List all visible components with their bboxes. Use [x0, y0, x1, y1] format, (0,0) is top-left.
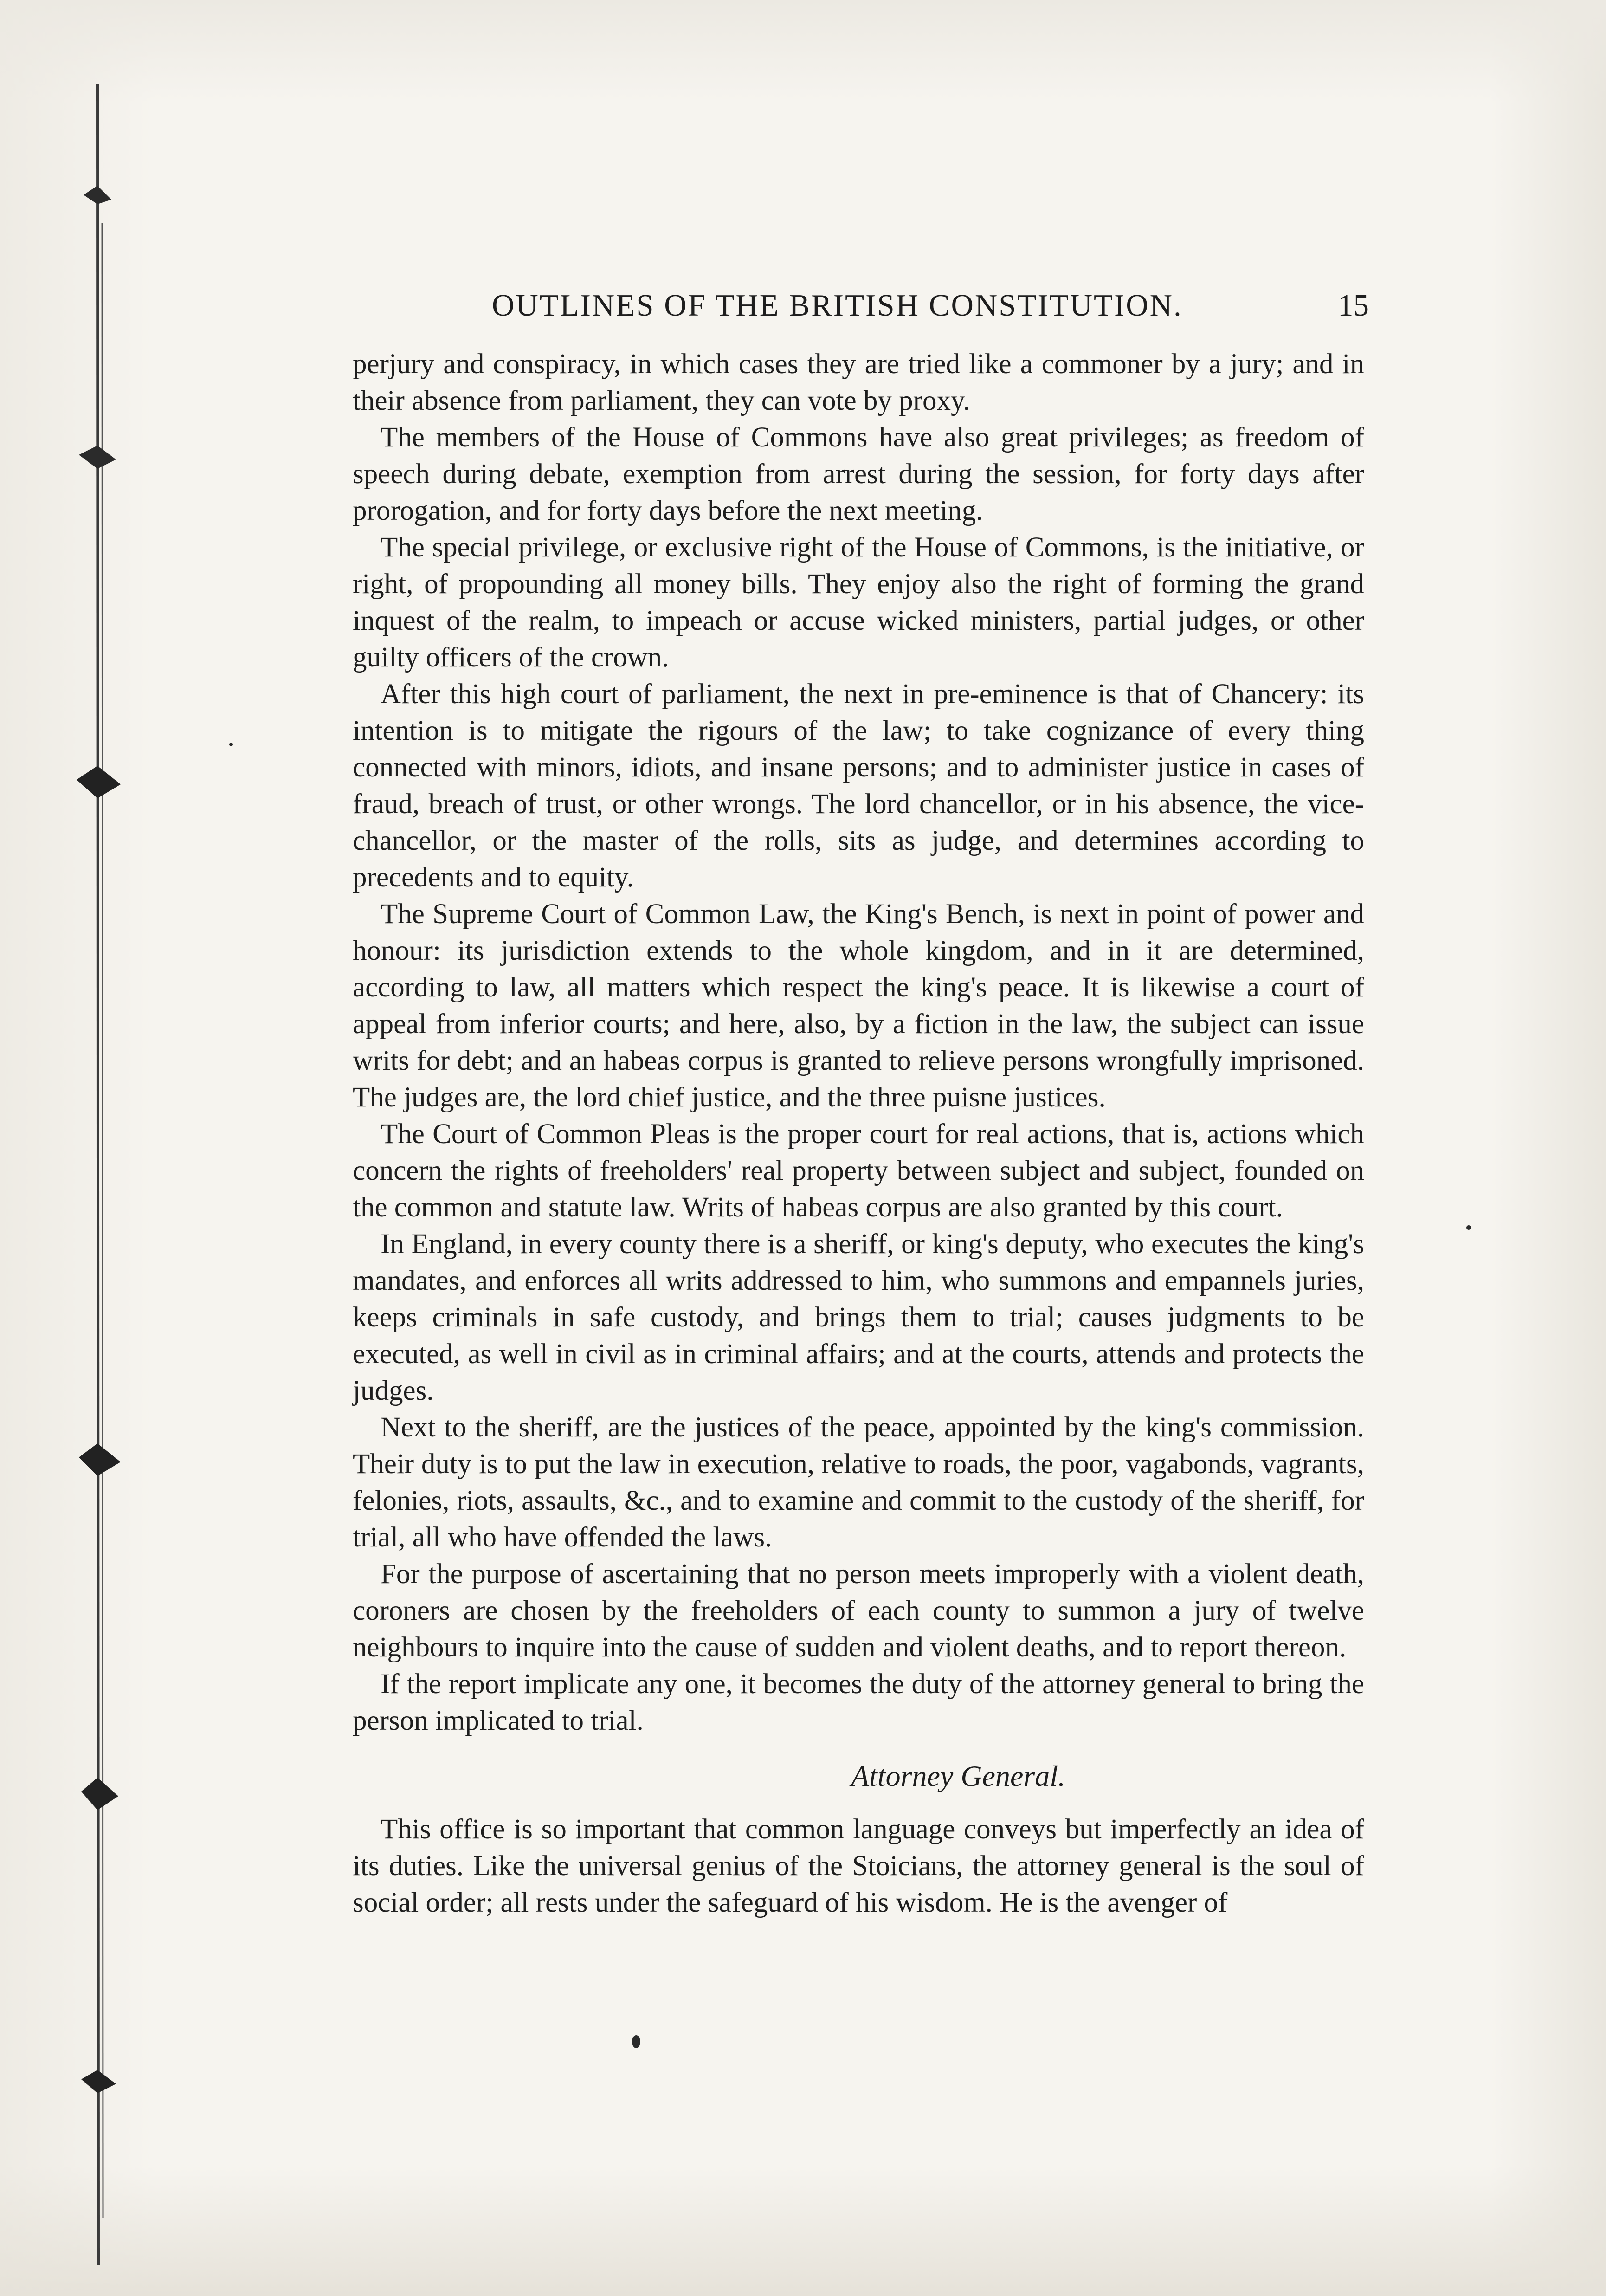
paragraph: The members of the House of Commons have also great privileges; as freedom of speech during debate, exemption from arrest during the session, for forty days after prorogation, and for forty days before the next meeting. [353, 422, 1364, 526]
closing-paragraph: This office is so important that common language conveys but imperfectly an idea of its duties. Like the universal genius of the Stoicians, the attorney general is the soul of social order; all rests under the safeguard of his wisdom. He is the avenger of [353, 1814, 1364, 1918]
paragraph: After this high court of parliament, the next in pre-eminence is that of Chancery: its intention is to mitigate the rigours of the law; to take cognizance of every thing connected with minors, idiots, and insane persons; and to administer justice in cases of fraud, breach of trust, or other wrongs. The lord chancellor, or in his absence, the vice-chancellor, or the master of the rolls, sits as judge, and determines according to precedents and to equity. [353, 679, 1364, 893]
paragraph: The Court of Common Pleas is the proper court for real actions, that is, actions which concern the rights of freeholders' real property between subject and subject, founded on the common and statute law. Writs of habeas corpus are also granted by this court. [353, 1119, 1364, 1223]
running-title: OUTLINES OF THE BRITISH CONSTITUTION. [492, 288, 1183, 323]
paragraph: In England, in every county there is a sheriff, or king's deputy, who executes the king's mandates, and enforces all writs addressed to him, who summons and empannels juries, keeps criminals in safe custody, and brings them to trial; causes judgments to be executed, as well in civil as in criminal affairs; and at the courts, attends and protects the judges. [353, 1229, 1364, 1406]
paragraph: perjury and conspiracy, in which cases they are tried like a commoner by a jury; and in their absence from parliament, they can vote by proxy. [353, 349, 1364, 416]
section-heading: Attorney General. [851, 1759, 1066, 1792]
paragraph: For the purpose of ascertaining that no person meets improperly with a violent death, coroners are chosen by the freeholders of each county to summon a jury of twelve neighbours to inquire into the cause of sudden and violent deaths, and to report thereon. [353, 1559, 1364, 1663]
ink-speck [632, 2035, 640, 2048]
ink-speck [1466, 1225, 1471, 1230]
page-header [492, 288, 1369, 339]
paragraph: The Supreme Court of Common Law, the King's Bench, is next in point of power and honour: its jurisdiction extends to the whole kingdom, and in it are determined, according to law, all matters which respect the king's peace. It is likewise a court of appeal from inferior courts; and here, also, by a fiction in the law, the subject can issue writs for debt; and an habeas corpus is granted to relieve persons wrongfully imprisoned. The judges are, the lord chief justice, and the three puisne justices. [353, 899, 1364, 1113]
page-edge-shading-bottom [0, 2166, 1606, 2296]
paragraph: Next to the sheriff, are the justices of the peace, appointed by the king's commission. Their duty is to put the law in execution, relative to roads, the poor, vagabonds, vagrants, felonies, riots, assaults, &c., and to examine and commit to the custody of the sheriff, for trial, all who have offended the laws. [353, 1412, 1364, 1553]
page-edge-shading-top [0, 0, 1606, 102]
ink-speck [229, 743, 233, 746]
binding-thread [70, 84, 125, 2265]
paragraph: If the report implicate any one, it becomes the duty of the attorney general to bring the person implicated to trial. [353, 1669, 1364, 1736]
body-text [353, 346, 1364, 1921]
paragraph: The special privilege, or exclusive right of the House of Commons, is the initiative, or right, of propounding all money bills. They enjoy also the right of forming the grand inquest of the realm, to impeach or accuse wicked ministers, partial judges, or other guilty officers of the crown. [353, 532, 1364, 673]
page-number: 15 [1338, 288, 1369, 323]
page-edge-shading-right [1490, 0, 1606, 2296]
